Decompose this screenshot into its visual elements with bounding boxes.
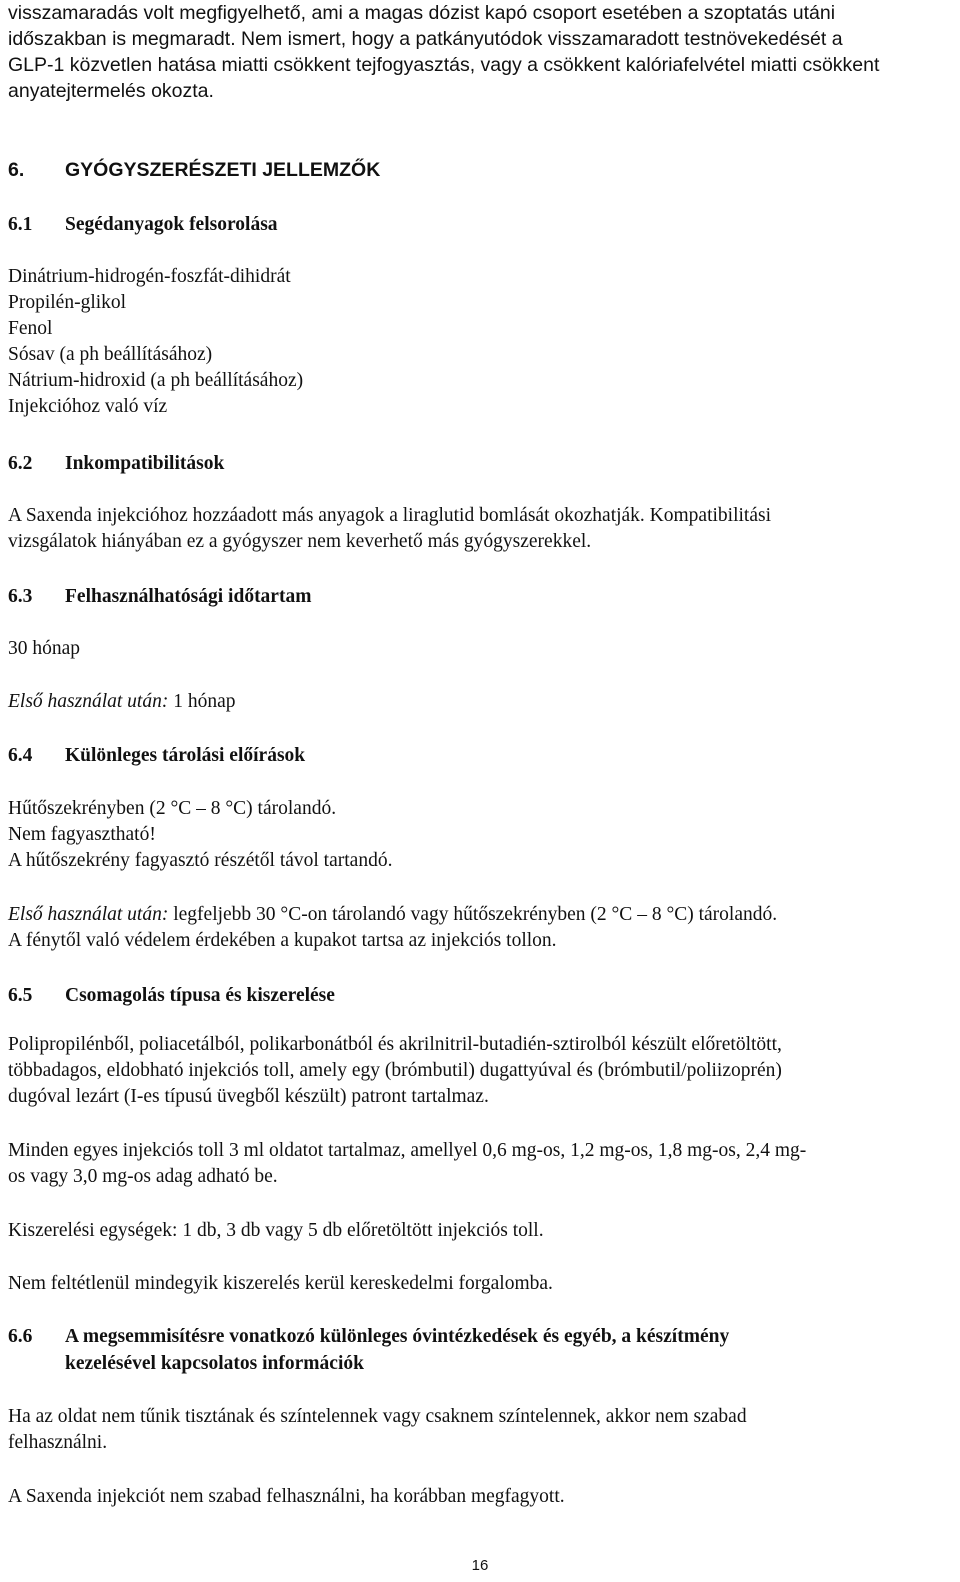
- excipient-item: Sósav (a ph beállításához): [8, 344, 213, 365]
- excipient-list: [8, 264, 303, 420]
- section-title: Csomagolás típusa és kiszerelése: [65, 985, 335, 1006]
- paragraph-line: vizsgálatok hiányában ez a gyógyszer nem keverhető más gyógyszerekkel.: [8, 531, 592, 552]
- intro-line: visszamaradás volt megfigyelhető, ami a magas dózist kapó csoport esetében a szoptatás utáni: [8, 2, 836, 24]
- excipient-item: Injekcióhoz való víz: [8, 396, 168, 417]
- section-number: 6.1: [8, 214, 33, 235]
- section-number: 6.2: [8, 453, 33, 474]
- paragraph-line: Nem feltétlenül mindegyik kiszerelés kerül kereskedelmi forgalomba.: [8, 1273, 553, 1294]
- paragraph-line: Ha az oldat nem tűnik tisztának és színtelennek vagy csaknem színtelennek, akkor nem szabad: [8, 1406, 747, 1427]
- disposal-paragraph: [8, 1404, 747, 1456]
- packaging-paragraph: [8, 1032, 782, 1110]
- paragraph-line: Hűtőszekrényben (2 °C – 8 °C) tárolandó.: [8, 798, 337, 819]
- excipient-item: Dinátrium-hidrogén-foszfát-dihidrát: [8, 266, 291, 287]
- section-number: 6.6: [8, 1326, 33, 1347]
- marketing-paragraph: [8, 1271, 553, 1297]
- intro-line: GLP-1 közvetlen hatása miatti csökkent tejfogyasztás, vagy a csökkent kalóriafelvétel miatti csökkent: [8, 54, 880, 76]
- paragraph-line: A Saxenda injekciót nem szabad felhasználni, ha korábban megfagyott.: [8, 1486, 565, 1507]
- after-first-use-label: Első használat után:: [8, 904, 169, 925]
- section-6-2-heading: [8, 451, 224, 477]
- section-number: 6.3: [8, 586, 33, 607]
- section-title: GYÓGYSZERÉSZETI JELLEMZŐK: [65, 159, 381, 181]
- paragraph-line: [8, 902, 777, 928]
- frozen-paragraph: [8, 1484, 565, 1510]
- excipient-item: Propilén-glikol: [8, 292, 127, 313]
- intro-line: időszakban is megmaradt. Nem ismert, hogy a patkányutódok visszamaradott testnövekedését a: [8, 28, 843, 50]
- excipient-item: Nátrium-hidroxid (a ph beállításához): [8, 370, 304, 391]
- section-6-3-heading: [8, 584, 311, 610]
- after-first-use-label: Első használat után:: [8, 691, 169, 712]
- section-6-6-heading: [8, 1323, 729, 1377]
- pack-size-paragraph: [8, 1218, 544, 1244]
- page-number: 16: [471, 1557, 489, 1574]
- section-title-line2: kezelésével kapcsolatos információk: [65, 1353, 364, 1374]
- section-title: Inkompatibilitások: [65, 453, 225, 474]
- intro-paragraph: [8, 0, 879, 104]
- after-first-use-line: [8, 689, 236, 715]
- after-first-use-text: legfeljebb 30 °C-on tárolandó vagy hűtőszekrényben (2 °C – 8 °C) tárolandó.: [168, 904, 778, 925]
- section-title: Különleges tárolási előírások: [65, 745, 306, 766]
- paragraph-line: dugóval lezárt (I-es típusú üvegből készült) patront tartalmaz.: [8, 1086, 489, 1107]
- section-title: Segédanyagok felsorolása: [65, 214, 278, 235]
- section-6-1-heading: [8, 212, 278, 238]
- section-number: 6.: [8, 159, 25, 181]
- paragraph-line: A hűtőszekrény fagyasztó részétől távol tartandó.: [8, 850, 393, 871]
- intro-line: anyatejtermelés okozta.: [8, 80, 214, 102]
- after-first-use-storage: [8, 902, 777, 954]
- paragraph-line: Kiszerelési egységek: 1 db, 3 db vagy 5 db előretöltött injekciós toll.: [8, 1220, 544, 1241]
- section-6-4-heading: [8, 743, 305, 769]
- storage-paragraph: [8, 796, 392, 874]
- section-title: Felhasználhatósági időtartam: [65, 586, 312, 607]
- paragraph-line: többadagos, eldobható injekciós toll, amely egy (brómbutil) dugattyúval és (brómbutil/poliizoprén): [8, 1060, 782, 1081]
- section-6-heading: [8, 157, 380, 183]
- paragraph-line: A Saxenda injekcióhoz hozzáadott más anyagok a liraglutid bomlását okozhatják. Kompatibilitási: [8, 505, 772, 526]
- incompatibility-paragraph: [8, 503, 771, 555]
- paragraph-line: Minden egyes injekciós toll 3 ml oldatot tartalmaz, amellyel 0,6 mg-os, 1,2 mg-os, 1,8 mg-os, 2,4 mg-: [8, 1140, 807, 1161]
- paragraph-line: Nem fagyasztható!: [8, 824, 156, 845]
- after-first-use-value: 1 hónap: [168, 691, 236, 712]
- dose-paragraph: [8, 1138, 806, 1190]
- section-number: 6.5: [8, 985, 33, 1006]
- paragraph-line: felhasználni.: [8, 1432, 108, 1453]
- section-number: 6.4: [8, 745, 33, 766]
- section-6-5-heading: [8, 983, 335, 1009]
- shelf-life-text: 30 hónap: [8, 638, 81, 659]
- section-title-line1: A megsemmisítésre vonatkozó különleges óvintézkedések és egyéb, a készítmény: [65, 1326, 730, 1347]
- paragraph-line: Polipropilénből, poliacetálból, polikarbonátból és akrilnitril-butadién-sztirolból készült előretöltött,: [8, 1034, 782, 1055]
- excipient-item: Fenol: [8, 318, 53, 339]
- shelf-life-value: [8, 636, 80, 662]
- paragraph-line: os vagy 3,0 mg-os adag adható be.: [8, 1166, 278, 1187]
- paragraph-line: A fénytől való védelem érdekében a kupakot tartsa az injekciós tollon.: [8, 930, 557, 951]
